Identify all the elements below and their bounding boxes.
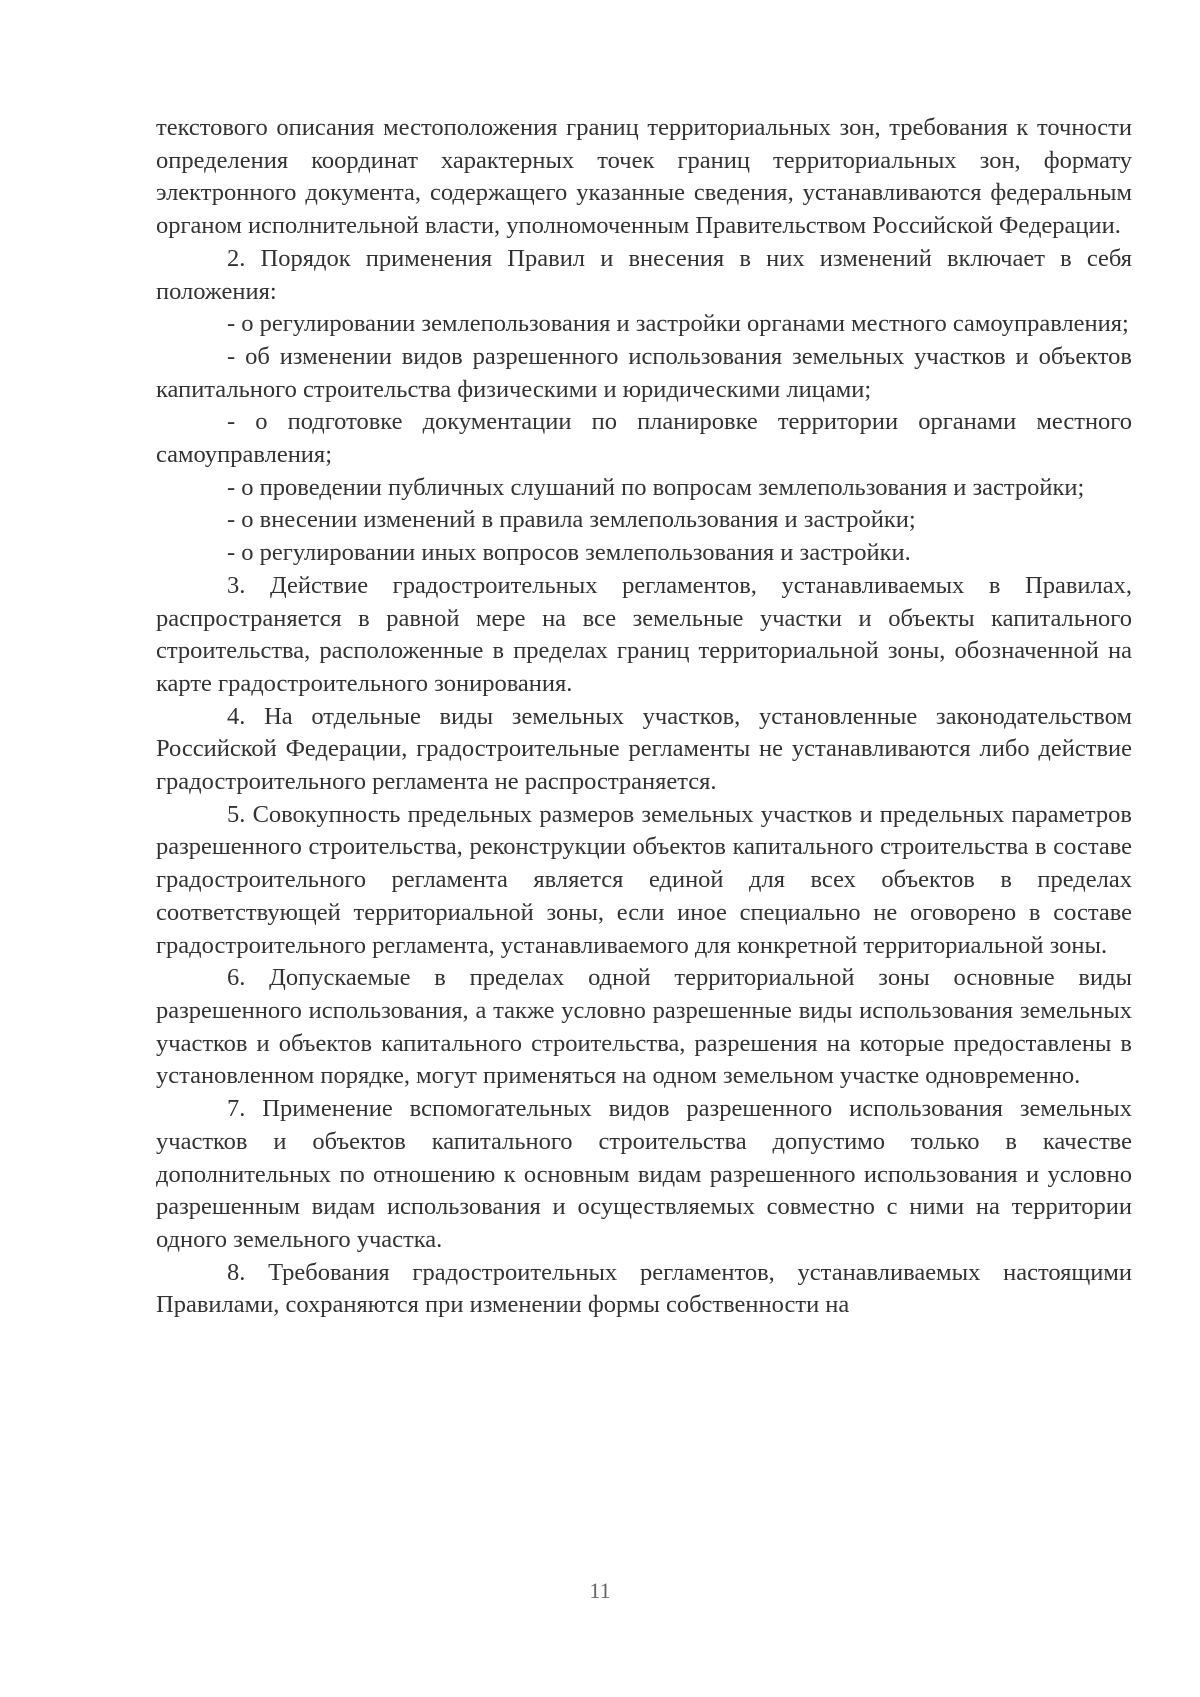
paragraph-item-8: 8. Требования градостроительных регламентов, устанавливаемых настоящими Правилами, сохраняются при изменении формы собственности на: [156, 1258, 1132, 1319]
list-item-change-use: - об изменении видов разрешенного использования земельных участков и объектов капитального строительства физическими и юридическими лицами;: [156, 342, 1132, 403]
list-item-other-issues: - о регулировании иных вопросов землепользования и застройки.: [227, 539, 911, 567]
list-item-amendments: - о внесении изменений в правила землепользования и застройки;: [227, 506, 916, 534]
document-body: [156, 112, 1132, 1322]
paragraph-item-3: 3. Действие градостроительных регламентов, устанавливаемых в Правилах, распространяется в равной мере на все земельные участки и объекты капитального строительства, расположенные в пределах границ территориальной зоны, обозначенной на карте градостроительного зонирования.: [156, 571, 1132, 697]
list-item-regulation: - о регулировании землепользования и застройки органами местного самоуправления;: [227, 310, 1129, 338]
list-item-planning-docs: - о подготовке документации по планировке территории органами местного самоуправления;: [156, 408, 1132, 469]
paragraph-item-4: 4. На отдельные виды земельных участков, установленные законодательством Российской Федерации, градостроительные регламенты не устанавливаются либо действие градостроительного регламента не распространяется.: [156, 702, 1132, 796]
paragraph-item-5: 5. Совокупность предельных размеров земельных участков и предельных параметров разрешенного строительства, реконструкции объектов капитального строительства в составе градостроительного регламента является единой для всех объектов в пределах соответствующей территориальной зоны, если иное специально не оговорено в составе градостроительного регламента, устанавливаемого для конкретной территориальной зоны.: [156, 800, 1132, 959]
page-number: 11: [589, 1578, 611, 1603]
paragraph-item-6: 6. Допускаемые в пределах одной территориальной зоны основные виды разрешенного использования, а также условно разрешенные виды использования земельных участков и объектов капитального строительства, разрешения на которые предоставлены в установленном порядке, могут применяться на одном земельном участке одновременно.: [156, 964, 1132, 1090]
paragraph-item-7: 7. Применение вспомогательных видов разрешенного использования земельных участков и объектов капитального строительства допустимо только в качестве дополнительных по отношению к основным видам разрешенного использования и условно разрешенным видам использования и осуществляемых совместно с ними на территории одного земельного участка.: [156, 1095, 1132, 1253]
paragraph-item-2: 2. Порядок применения Правил и внесения в них изменений включает в себя положения:: [156, 244, 1132, 305]
paragraph-continuation: текстового описания местоположения границ территориальных зон, требования к точности определения координат характерных точек границ территориальных зон, формату электронного документа, содержащего указанные сведения, устанавливаются федеральным органом исполнительной власти, уполномоченным Правительством Российской Федерации.: [156, 114, 1132, 240]
list-item-public-hearings: - о проведении публичных слушаний по вопросам землепользования и застройки;: [227, 473, 1085, 501]
